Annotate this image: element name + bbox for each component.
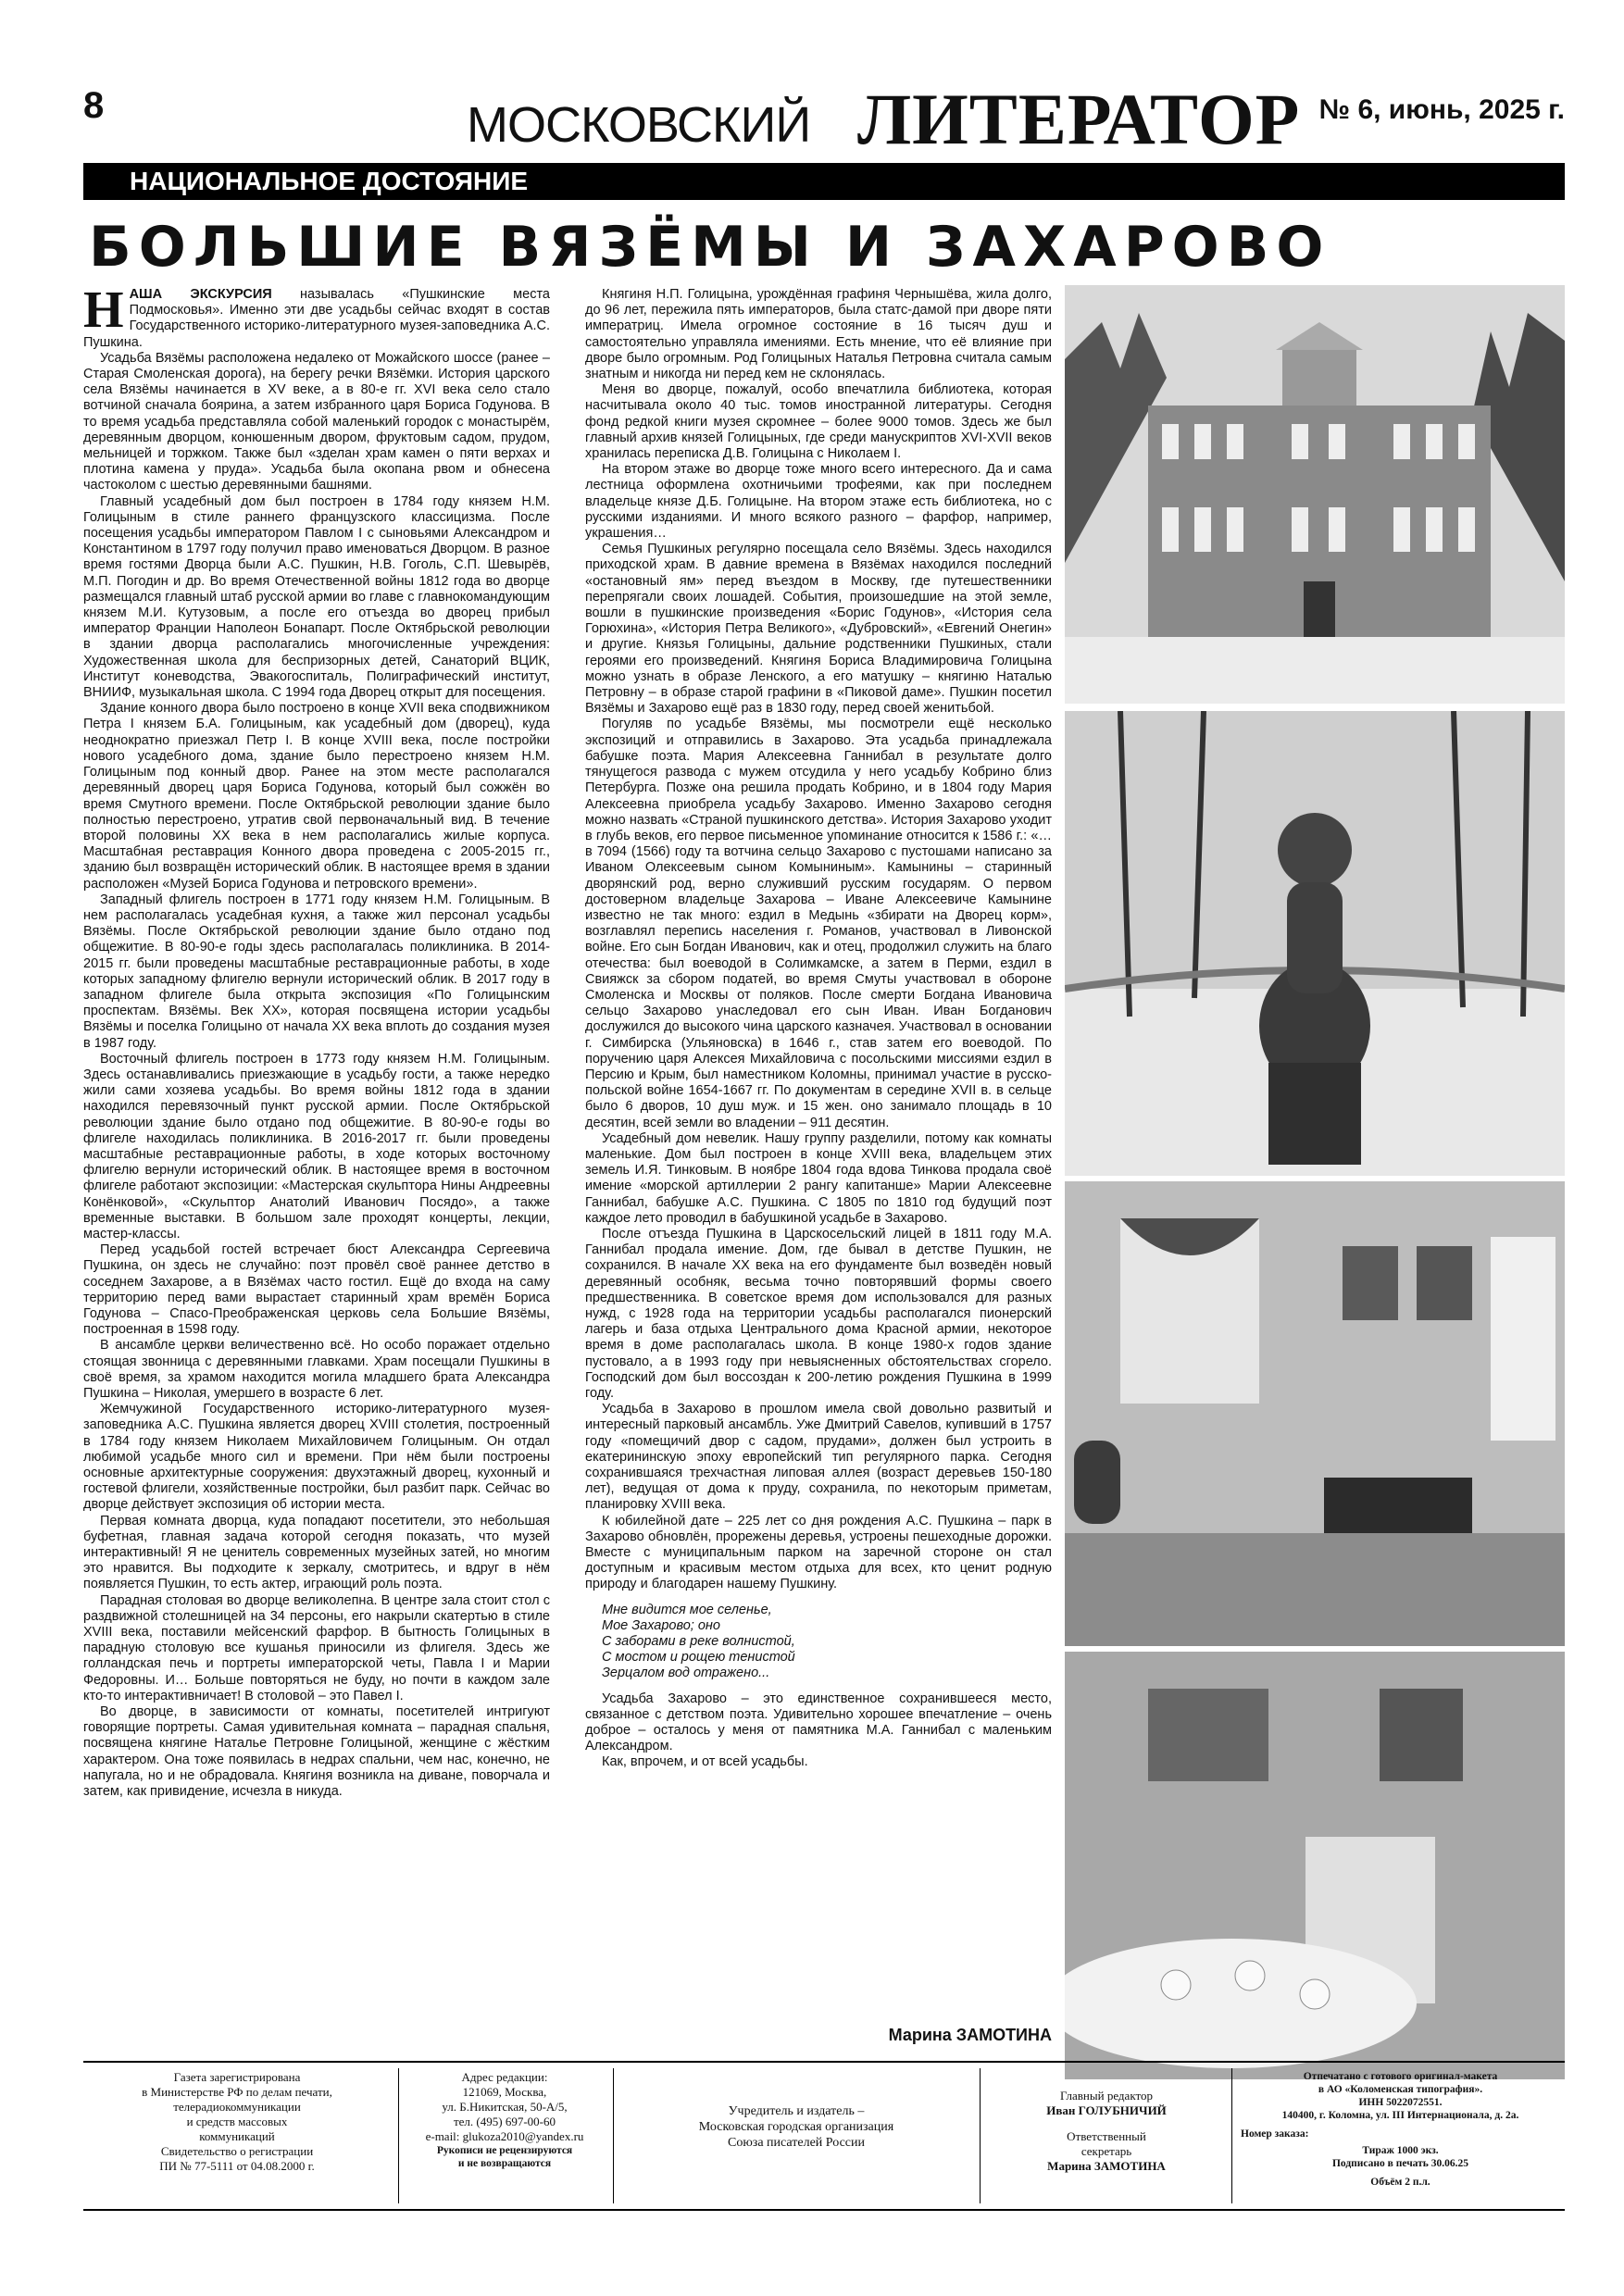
imprint-footer — [83, 2061, 1565, 2211]
dropcap: Н — [83, 287, 124, 339]
text-line: телерадиокоммуникации — [173, 2100, 301, 2114]
volume: Объём 2 п.л. — [1370, 2177, 1430, 2188]
issue-date: № 6, июнь, 2025 г. — [1318, 94, 1565, 125]
text-line: и не возвращаются — [457, 2158, 552, 2169]
article-paragraph: Семья Пушкиных регулярно посещала село Вязёмы. Здесь находился приходской храм. В давние времена в Вязёмах находился последний «остановный ям» перед въездом в Москву, где путешественники перепрягали своих лошадей. События, произошедшие на этой земле, вошли в пушкинские произведения «Борис Годунов», «История села Горюхина», «История Петра Великого», «Дубровский», «Евгений Онегин» и другие. Князья Голицыны, дальние родственники Пушкиных, стали героями его произведений. Княгиня Бориса Владимировича Голицына можно узнать в образе Ленского, а его матушку – княгиню Наталью Петровну – в образе старой графини в «Пиковой даме». Пушкин посетил Вязёмы и Захарово ещё раз в 1830 году, перед своей женитьбой. — [585, 542, 1052, 717]
text-line: Отпечатано с готового оригинал-макета — [1303, 2071, 1498, 2082]
text-line: Зерцалом вод отражено... — [602, 1666, 770, 1681]
text-line: Рукописи не рецензируются — [436, 2145, 573, 2156]
newspaper-title-second: ЛИТЕРАТОР — [857, 79, 1301, 159]
text-line: ПИ № 77-5111 от 04.08.2000 г. — [159, 2159, 315, 2173]
photo-vyazemy-palace — [1065, 285, 1565, 704]
founder-info — [630, 2103, 963, 2151]
text-line: Газета зарегистрирована — [173, 2070, 301, 2084]
article-paragraph: Жемчужиной Государственного историко-литературного музея-заповедника А.С. Пушкина является дворец XVIII столетия, построенный в 1784 году князем Николаем Михайловичем Голицыным. Он отдал любимой усадьбе много сил и времени. При нём были построены основные архитектурные сооружения: двухэтажный дворец, кухонный и гостевой флигели, хозяйственные постройки, был разбит парк. Сейчас во дворце действует экспозиция об истории места. — [83, 1402, 550, 1513]
text-line: Мне видится мое селенье, — [602, 1602, 772, 1617]
signed-date: Подписано в печать 30.06.25 — [1331, 2158, 1468, 2169]
rubric-bar — [83, 163, 1565, 200]
circulation: Тираж 1000 экз. — [1362, 2145, 1439, 2156]
text-line: e-mail: glukoza2010@yandex.ru — [425, 2129, 584, 2143]
article-paragraph: Перед усадьбой гостей встречает бюст Александра Сергеевича Пушкина, он здесь не случайно: поэт провёл своё раннее детство в соседнем Захарове, а в Вязёмах часто гостил. Ещё до входа на саму территорию перед вами вырастает старинный храм времён Бориса Годунова – Спасо-Преображенская церковь села Большие Вязёмы, построенная в 1598 году. — [83, 1242, 550, 1338]
article-paragraph: Усадьба Захарово – это единственное сохранившееся место, связанное с детством поэта. Удивительно хорошее впечатление – очень доброе – осталось у меня от памятника М.А. Ганнибал с маленьким Александром. — [585, 1691, 1052, 1754]
secretary-name: Марина ЗАМОТИНА — [1047, 2159, 1166, 2173]
order-label: Номер заказа: — [1241, 2128, 1309, 2140]
photo-palace-interior-office — [1065, 1181, 1565, 1646]
text-line: Свидетельство о регистрации — [160, 2144, 314, 2158]
article-paragraph: На втором этаже во дворце тоже много всего интересного. Да и сама лестница оформлена охотничьими трофеями, как при последнем владельце князе Д.Б. Голицыне. На втором этаже есть библиотека, но с русскими изданиями. И много всякого разного – фарфор, например, украшения… — [585, 462, 1052, 542]
registration-info — [89, 2070, 385, 2174]
article-paragraph: Здание конного двора было построено в конце XVII века сподвижником Петра I князем Б.А. Голицыным, как усадебный дом (дворец), куда неоднократно приезжал Петр I. В конце XVIII века, после постройки нового усадебного дома, здание было перестроено князем Н.М. Голицыным под конный двор. Ранее на этом месте располагался деревянный дворец царя Бориса Годунова, который был сожжён во время Смутного времени. После Октябрьской революции здание было полностью перестроено, утратив свой первоначальный вид. В течение второй половины XX века в нем располагались жилые корпуса. Масштабная реставрация Конного двора проведена с 2005-2015 гг., зданию был возвращён исторический облик. В настоящее время в здании расположен «Музей Бориса Годунова и петровского времени». — [83, 701, 550, 892]
article-paragraph: Погуляв по усадьбе Вязёмы, мы посмотрели ещё несколько экспозиций и отправились в Захарово. Эта усадьба принадлежала бабушке поэта. Мария Алексеевна Ганнибал в результате долго тянущегося развода с мужем отсудила у него усадьбу Кобрино близ Петербурга. Позже она решила продать Кобрино, и в 1804 году Мария Алексеевна приобрела усадьбу Захарово. Именно Захарово сегодня можно назвать «Страной пушкинского детства». История Захарово уходит в глубь веков, его первое письменное упоминание относится к 1586 г.: «… в 7094 (1566) году та вотчина сельцо Захарово с пустошами написано за Иваном Олексеевым сыном Комыниным». Камынины – старинный дворянский род, верно служивший русским государям. О первом достоверном владельце Захарова – Иване Алексеевиче Камынине известно не так много: ездил в Медынь «збирати на Дворец корм», возглавлял перепись населения г. Романов, участвовал в Ливонской войне. Его сын Богдан Иванович, как и отец, продолжил служить на благо отечества: был воеводой в Солимкамске, а затем в Перми, ездил в Свияжск за сбором податей, во время Смуты участвовал в обороне Смоленска и Москвы от поляков. После смерти Богдана Ивановича сельцо Захарово унаследовал его сын Иван. Иван Богданович дослужился до высокого чина царского казначея. Участвовал в основании г. Симбирска (Ульяновска) в 1646 г., став затем его воеводой. По поручению царя Алексея Михайловича с посольскими миссиями ездил в Персию и Крым, был наместником Коломны, принимал участие в русско-польской войне 1654-1667 гг. По документам в середине XVII в. в сельце было 6 дворов, 10 душ муж. и 15 жен. оно занимало площадь в 10 десятин, всей земли во владении – 911 десятин. — [585, 717, 1052, 1130]
text-line: С заборами в реке волнистой, — [602, 1634, 795, 1650]
chief-editor-name: Иван ГОЛУБНИЧИЙ — [1046, 2103, 1167, 2117]
article-column-2 — [585, 287, 1052, 2037]
article-paragraph: Усадьба в Захарово в прошлом имела свой довольно развитый и интересный парковый ансамбль. Уже Дмитрий Савелов, купивший в 1757 году «помещичий двор с садом, прудами», должен был устроить в екатерининскую эпоху европейский тип регулярного парка. Сегодня сохранившаяся трехчастная липовая аллея (возраст деревьев 150-180 лет), ведущая от дома к пруду, сохранила, по некоторым приметам, планировку XVIII века. — [585, 1402, 1052, 1513]
text-line: Адрес редакции: — [461, 2070, 548, 2084]
chief-editor-label: Главный редактор — [1060, 2089, 1153, 2103]
rubric-label: НАЦИОНАЛЬНОЕ ДОСТОЯНИЕ — [130, 167, 529, 195]
article-paragraph: Усадебный дом невелик. Нашу группу разделили, потому как комнаты маленькие. Дом был построен в конце XVIII века, владельцем этих земель И.Я. Тинковым. В ноябре 1804 года вдова Тинкова продала своё имение «морской артиллерии 2 рангу капитанше» Марии Алексеевне Ганнибал, бабушке А.С. Пушкина. С 1805 по 1810 год будущий поэт каждое лето проводил в бабушкиной усадьбе в Захарово. — [585, 1130, 1052, 1226]
lead-paragraph — [83, 287, 550, 351]
article-paragraph: Западный флигель построен в 1771 году князем Н.М. Голицыным. В нем располагалась усадебная кухня, а также жил персонал усадьбы Вязёмы. После Октябрьской революции здание было отдано под общежитие. В 80-90-е годы здесь располагалась поликлиника. В 2014-2015 гг. были проведены масштабные реставрационные работы, в ходе которых западному флигелю вернули исторический облик. В 2017 году в западном флигеле была открыта экспозиция «По Голицынским проспектам. Вязёмы. Век XX», которая посвящена истории усадьбы Вязёмы и поселка Голицыно от начала XX века вплоть до создания музея в 1987 году. — [83, 892, 550, 1051]
masthead — [59, 76, 1565, 159]
text-line: 140400, г. Коломна, ул. III Интернационала, д. 2а. — [1281, 2110, 1519, 2121]
article-paragraph: Усадьба Вязёмы расположена недалеко от Можайского шоссе (ранее – Старая Смоленская дорога), на берегу речки Вязёмки. История царского села Вязёмы начинается в XV веке, а в 80-е гг. XVI века село стало вотчиной сначала боярина, а затем избранного царя Бориса Годунова. В то время усадьба представляла собой маленький городок с монастырём, деревянным дворцом, конюшенным двором, фруктовым садом, прудом, мельницей и торжком. Также был «зделан храм камен о пяти верхах и плотина камена у пруда». Усадьба была окопана рвом и обнесена частоколом с шестью деревянными башнями. — [83, 350, 550, 493]
article-column-1 — [83, 287, 550, 2046]
article-paragraph: После отъезда Пушкина в Царскосельский лицей в 1811 году М.А. Ганнибал продала имение. Дом, где бывал в детстве Пушкин, не сохранился. В начале XX века на его фундаменте был возведён новый деревянный особняк, весьма точно повторявший формы своего предшественника. В советское время дом использовался для разных нужд, с 1928 года на территории усадьбы располагался пионерский лагерь и база отдыха Центрального дома Красной армии, некоторое время в доме располагалась школа. В конце 1980-х годов здание пустовало, а в 1993 году при невыясненных обстоятельствах сгорело. Господский дом был воссоздан к 200-летию рождения Пушкина в 1999 году. — [585, 1226, 1052, 1402]
article-headline: БОЛЬШИЕ ВЯЗЁМЫ И ЗАХАРОВО — [89, 215, 1331, 280]
lead-caps: АША ЭКСКУРСИЯ — [129, 287, 272, 302]
text-line: коммуникаций — [199, 2129, 275, 2143]
text-line: ул. Б.Никитская, 50-А/5, — [442, 2100, 568, 2114]
printing-info — [1241, 2070, 1560, 2189]
article-paragraph: К юбилейной дате – 225 лет со дня рождения А.С. Пушкина – парк в Захарово обновлён, прорежены деревья, устроены пешеходные дорожки. Вместе с муниципальным парком на заречной стороне он стал доступным и красивым местом отдыха для всех, кто ценит родную природу и благодарен нашему Пушкину. — [585, 1513, 1052, 1592]
article-paragraph: Меня во дворце, пожалуй, особо впечатлила библиотека, которая насчитывала около 40 тыс. томов иностранной литературы. Сегодня фонд редкой книги музея скромнее – более 9000 томов. Здесь же был главный архив князей Голицыных, где среди манускриптов XVI-XVII веков хранилась переписка Д.В. Голицына с Николаем I. — [585, 382, 1052, 462]
page-number: 8 — [83, 85, 105, 126]
article-paragraph: Парадная столовая во дворце великолепна. В центре зала стоит стол с раздвижной столешницей на 34 персоны, его накрыли скатертью в стиле XVIII века, поставили мейсенский фарфор. В бытность Голицыных в парадную столовую все кушанья приносили из флигеля. Здесь же голландская печь и портреты императорской четы, Павла I и Марии Федоровны. И… Больше повторяться не буду, но почти в каждом зале кто-то интерактивничает! В столовой – это Павел I. — [83, 1592, 550, 1703]
text-line: 121069, Москва, — [462, 2085, 547, 2099]
text-line: Учредитель и издатель – — [728, 2104, 865, 2118]
author-signature: Марина ЗАМОТИНА — [888, 2026, 1052, 2044]
text-line: Московская городская организация — [698, 2120, 894, 2134]
article-paragraph: Как, впрочем, и от всей усадьбы. — [602, 1754, 808, 1770]
article-paragraph: Первая комната дворца, куда попадают посетители, это небольшая буфетная, главная задача которой сегодня показать, что музей интерактивный! Я не ценитель современных музейных затей, но многим это нравится. Вы подходите к зеркалу, смотритесь, и вдруг в нём появляется Пушкин, то есть актер, играющий роль поэта. — [83, 1513, 550, 1592]
text-line: С мостом и рощею тенистой — [602, 1650, 795, 1666]
lead-text: называлась «Пушкинские места Подмосковья». Именно эти две усадьбы сейчас входят в состав Государственного историко-литературного музея-заповедника А.С. Пушкина. — [83, 287, 550, 350]
photo-young-pushkin-statue — [1065, 711, 1565, 1176]
poem-quote — [602, 1603, 1052, 1682]
text-line: в Министерстве РФ по делам печати, — [142, 2085, 332, 2099]
article-paragraph: Восточный флигель построен в 1773 году князем Н.М. Голицыным. Здесь останавливались приезжающие в усадьбу гости, а также нередко жили сами хозяева усадьбы. Во время войны 1812 года в здании находился перевязочный пункт русской армии. После Октябрьской революции здание было отдано под общежитие. В 80-90-е годы во флигеле находилась поликлиника. В 2016-2017 гг. были проведены масштабные реставрационные работы, в ходе которых восточному флигелю вернули исторический облик. В настоящее время в восточном флигеле работают экспозиции: «Мастерская скульптора Нины Андреевны Конёнковой», «Скульптор Анатолий Иванович Посядо», а также временные выставки. В большом зале проходят концерты, лекции, мастер-классы. — [83, 1051, 550, 1242]
editorial-address — [407, 2070, 602, 2170]
article-paragraph: Княгиня Н.П. Голицына, урождённая графиня Чернышёва, жила долго, до 96 лет, пережила пять императоров, была статс-дамой при дворе пяти императриц. Имела огромное состояние в 16 тысяч душ и самостоятельно управляла имениями. Есть мнение, что её влияние при дворе было огромным. Род Голицыных Наталья Петровна считала самым знатным и никогда ни перед кем не склонялась. — [585, 287, 1052, 382]
text-line: и средств массовых — [186, 2115, 288, 2128]
text-line: Мое Захарово; оно — [602, 1617, 720, 1633]
newspaper-title-first: МОСКОВСКИЙ — [467, 97, 811, 153]
photo-dining-room — [1065, 1652, 1565, 2079]
text-line: тел. (495) 697-00-60 — [453, 2115, 556, 2128]
article-paragraph: Главный усадебный дом был построен в 1784 году князем Н.М. Голицыным в стиле раннего французского классицизма. После посещения усадьбы императором Павлом I с сыновьями Александром и Константином в 1797 году получил право именоваться Дворцом. В разное время гостями Дворца были А.С. Пушкин, Н.В. Гоголь, С.П. Шевырёв, М.П. Погодин и др. Во время Отечественной войны 1812 года во дворце размещался главный штаб русской армии во главе с главнокомандующим князем М.И. Кутузовым, а после его отъезда во дворец прибыл император Франции Наполеон Бонапарт. После Октябрьской революции в здании дворца располагались многочисленные учреждения: Художественная школа для беспризорных детей, Санаторий ВЦИК, Институт коневодства, Эвакогоспиталь, Полиграфический институт, ВНИИФ, музыкальная школа. С 1994 года Дворец открыт для посещения. — [83, 493, 550, 701]
article-paragraph: В ансамбле церкви величественно всё. Но особо поражает отдельно стоящая звонница с деревянными главками. Храм посещали Пушкины в своё время, за храмом находится могила младшего брата Александра Пушкина – Николая, умершего в возрасте 6 лет. — [83, 1338, 550, 1402]
editors-info: Главный редактор Иван ГОЛУБНИЧИЙ Ответственный секретарь Марина ЗАМОТИНА — [995, 2089, 1218, 2174]
text-line: ИНН 5022072551. — [1358, 2097, 1443, 2108]
article-paragraph: Во дворце, в зависимости от комнаты, посетителей интригуют говорящие портреты. Самая удивительная комната – парадная спальня, посвящена княгине Наталье Петровне Голицыной, женщине с жёстким характером. Она тоже появилась в недрах спальни, чем нас, конечно, не напугала, но и не обрадовала. Княгиня возникла на диване, поворчала и затем, как привидение, исчезла в никуда. — [83, 1704, 550, 1800]
text-line: Союза писателей России — [728, 2136, 865, 2150]
text-line: в АО «Коломенская типография». — [1318, 2084, 1483, 2095]
